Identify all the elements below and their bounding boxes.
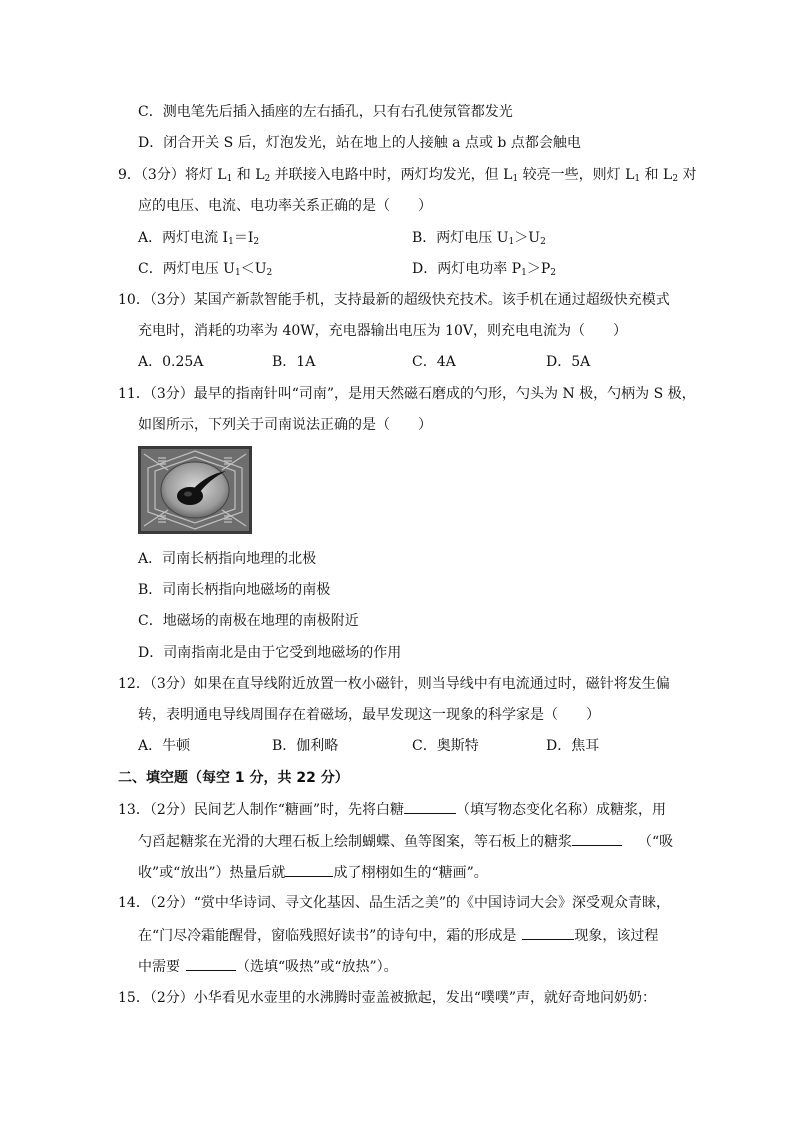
q11-option-c: C．地磁场的南极在地理的南极附近 bbox=[138, 613, 359, 629]
q10-option-b: B．1A bbox=[272, 354, 316, 370]
q14-line2: 在“门尽冷霜能醒骨，窗临残照好读书”的诗句中，霜的形成是 现象，该过程 bbox=[138, 925, 658, 946]
q13-blank-2[interactable] bbox=[572, 831, 622, 846]
q8-option-d: D．闭合开关 S 后，灯泡发光，站在地上的人接触 a 点或 b 点都会触电 bbox=[138, 135, 581, 151]
q13-line3: 收”或“放出”）热量后就 成了栩栩如生的“糖画”。 bbox=[138, 862, 488, 883]
q12-stem-line1: 12．（3分）如果在直导线附近放置一枚小磁针，则当导线中有电流通过时，磁针将发生偏 bbox=[118, 676, 670, 692]
sinan-compass-image bbox=[138, 446, 252, 534]
q14-line3: 中需要 （选填“吸热”或“放热”）。 bbox=[138, 956, 398, 977]
q12-option-a: A．牛顿 bbox=[138, 738, 191, 754]
q13-blank-1[interactable] bbox=[404, 799, 456, 814]
q13-line2: 勺舀起糖浆在光滑的大理石板上绘制蝴蝶、鱼等图案，等石板上的糖浆 （“吸 bbox=[138, 831, 673, 852]
q8-option-c: C．测电笔先后插入插座的左右插孔，只有右孔使氖管都发光 bbox=[138, 104, 513, 120]
q14-line1: 14．（2分）“赏中华诗词、寻文化基因、品生活之美”的《中国诗词大会》深受观众青睐， bbox=[118, 895, 671, 911]
q11-stem-line1: 11．（3分）最早的指南针叫“司南”，是用天然磁石磨成的勺形，勺头为 N 极，勺柄为 S 极， bbox=[118, 386, 696, 402]
q9-option-c: C．两灯电压 $U_1<U_2$ bbox=[138, 261, 273, 278]
q13-blank-3[interactable] bbox=[285, 862, 333, 877]
q10-option-a: A．0.25A bbox=[138, 354, 204, 370]
q11-option-a: A．司南长柄指向地理的北极 bbox=[138, 551, 317, 567]
q11-stem-line2: 如图所示，下列关于司南说法正确的是（ ） bbox=[138, 417, 432, 433]
q10-stem-line2: 充电时，消耗的功率为 40W，充电器输出电压为 10V，则充电电流为（ ） bbox=[138, 323, 628, 339]
q12-option-b: B．伽利略 bbox=[272, 738, 339, 754]
q9-stem-line2: 应的电压、电流、电功率关系正确的是（ ） bbox=[138, 198, 432, 214]
q9-stem-line1: 9．（3分）将灯 $L_1$ 和 $L_2$ 并联接入电路中时，两灯均发光，但 $L_1$ 较亮一些，则灯 $L_1$ 和 $L_2$ 对 bbox=[118, 167, 697, 184]
q13-line1: 13．（2分）民间艺人制作“糖画”时，先将白糖 （填写物态变化名称）成糖浆，用 bbox=[118, 799, 666, 820]
q9-option-a: A．两灯电流 $I_1=I_2$ bbox=[138, 230, 260, 247]
q12-option-d: D．焦耳 bbox=[546, 738, 600, 754]
q11-option-d: D．司南指南北是由于它受到地磁场的作用 bbox=[138, 645, 402, 661]
q12-stem-line2: 转，表明通电导线周围存在着磁场，最早发现这一现象的科学家是（ ） bbox=[138, 707, 600, 723]
q15-line1: 15．（2分）小华看见水壶里的水沸腾时壶盖被掀起，发出“噗噗”声，就好奇地问奶奶： bbox=[118, 990, 657, 1006]
q9-option-b: B．两灯电压 $U_1>U_2$ bbox=[412, 230, 546, 247]
q10-stem-line1: 10．（3分）某国产新款智能手机，支持最新的超级快充技术。该手机在通过超级快充模式 bbox=[118, 292, 670, 308]
section-heading-fill-in: 二、填空题（每空 1 分，共 22 分） bbox=[118, 770, 349, 786]
q14-blank-1[interactable] bbox=[522, 925, 574, 940]
q10-option-d: D．5A bbox=[546, 354, 591, 370]
q10-option-c: C．4A bbox=[412, 354, 456, 370]
q9-option-d: D．两灯电功率 $P_1>P_2$ bbox=[412, 261, 556, 278]
q12-option-c: C．奥斯特 bbox=[412, 738, 479, 754]
q14-blank-2[interactable] bbox=[186, 956, 236, 971]
q11-option-b: B．司南长柄指向地磁场的南极 bbox=[138, 582, 331, 598]
